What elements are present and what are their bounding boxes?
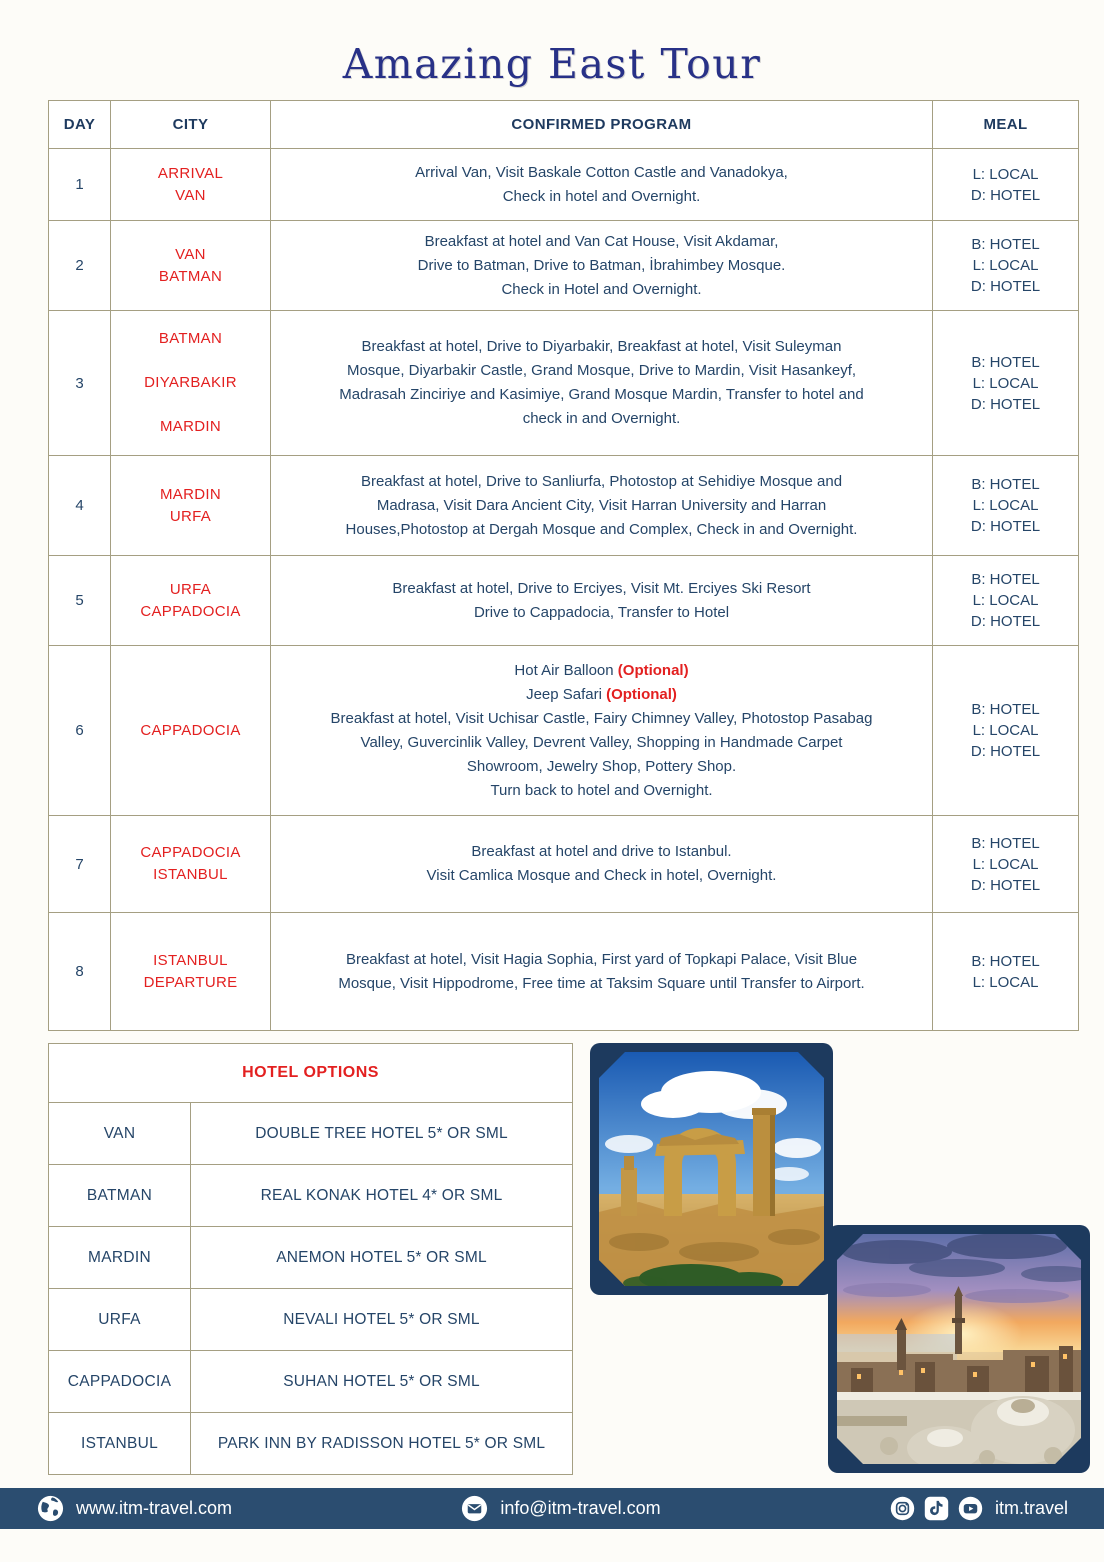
program-segment: Breakfast at hotel and drive to Istanbul. — [471, 843, 732, 860]
city-line: CAPPADOCIA — [140, 602, 241, 620]
program-line — [281, 972, 922, 996]
meal-line: D: HOTEL — [970, 186, 1041, 204]
program-line — [281, 731, 922, 755]
program-line — [281, 948, 922, 972]
hotel-option-row — [49, 1413, 573, 1475]
program-segment: Drive to Batman, Drive to Batman, İbrahimbey Mosque. — [417, 256, 786, 274]
footer-website-text: www.itm-travel.com — [76, 1498, 233, 1518]
program-line — [281, 383, 922, 407]
hotel-city: URFA — [49, 1289, 191, 1351]
day-number: 1 — [49, 149, 111, 221]
program-line — [281, 518, 922, 542]
program-segment: Mosque, Diyarbakir Castle, Grand Mosque, Drive to Mardin, Visit Hasankeyf, — [346, 362, 857, 379]
city-name — [111, 556, 271, 646]
city-line: VAN — [175, 186, 206, 204]
meal-line: D: HOTEL — [970, 518, 1041, 535]
meal-line: B: HOTEL — [971, 834, 1040, 852]
youtube-icon — [957, 1495, 984, 1522]
city-line — [121, 394, 260, 416]
program-line — [281, 161, 922, 185]
hotel-option-row — [49, 1103, 573, 1165]
meal-info — [933, 646, 1079, 816]
meal-line: D: HOTEL — [970, 278, 1041, 295]
hotel-options-body — [49, 1103, 573, 1475]
city-name — [111, 913, 271, 1031]
program-line — [281, 494, 922, 518]
program-segment: Check in hotel and Overnight. — [502, 187, 701, 205]
program-line — [281, 278, 922, 302]
day-number: 4 — [49, 456, 111, 556]
program-text — [271, 221, 933, 311]
city-name — [111, 646, 271, 816]
hotel-name: SUHAN HOTEL 5* OR SML — [191, 1351, 573, 1413]
meal-line: L: LOCAL — [972, 257, 1039, 274]
itinerary-row — [49, 816, 1079, 913]
program-line — [281, 470, 922, 494]
day-number: 5 — [49, 556, 111, 646]
program-segment: Houses,Photostop at Dergah Mosque and Complex, Check in and Overnight. — [345, 520, 858, 538]
city-line: DEPARTURE — [143, 973, 238, 991]
hotel-options-header-row — [49, 1044, 573, 1103]
program-line — [281, 230, 922, 254]
hotel-name: NEVALI HOTEL 5* OR SML — [191, 1289, 573, 1351]
program-line — [281, 601, 922, 625]
hotel-city: VAN — [49, 1103, 191, 1165]
city-line: CAPPADOCIA — [140, 844, 241, 861]
meal-line: L: LOCAL — [972, 592, 1039, 609]
meal-line: L: LOCAL — [972, 497, 1039, 514]
hotel-city: ISTANBUL — [49, 1413, 191, 1475]
meal-line: L: LOCAL — [972, 165, 1039, 183]
hotel-option-row — [49, 1289, 573, 1351]
hotel-city: BATMAN — [49, 1165, 191, 1227]
day-number: 3 — [49, 311, 111, 456]
itinerary-row — [49, 311, 1079, 456]
program-segment: Mosque, Visit Hippodrome, Free time at Taksim Square until Transfer to Airport. — [338, 974, 865, 992]
meal-info — [933, 149, 1079, 221]
program-segment: Breakfast at hotel and Van Cat House, Visit Akdamar, — [424, 232, 779, 250]
program-segment: Showroom, Jewelry Shop, Pottery Shop. — [466, 757, 737, 775]
hotel-option-row — [49, 1227, 573, 1289]
city-line: ISTANBUL — [153, 866, 228, 883]
footer-social[interactable] — [889, 1495, 1068, 1522]
city-name — [111, 149, 271, 221]
meal-line: B: HOTEL — [971, 476, 1040, 493]
day-number: 8 — [49, 913, 111, 1031]
col-header-city: CITY — [111, 101, 271, 149]
program-line — [281, 359, 922, 383]
footer-social-text: itm.travel — [994, 1498, 1068, 1518]
footer — [0, 1488, 1104, 1529]
meal-line: B: HOTEL — [971, 236, 1040, 253]
program-segment: Visit Camlica Mosque and Check in hotel, Overnight. — [426, 867, 777, 884]
itinerary-row — [49, 149, 1079, 221]
city-name — [111, 311, 271, 456]
meal-info — [933, 456, 1079, 556]
program-line — [281, 683, 922, 707]
program-line — [281, 864, 922, 888]
city-line: VAN — [175, 245, 206, 263]
program-line — [281, 335, 922, 359]
instagram-icon — [889, 1495, 916, 1522]
program-segment: Breakfast at hotel, Drive to Sanliurfa, Photostop at Sehidiye Mosque and — [360, 472, 843, 490]
city-name — [111, 456, 271, 556]
hotel-name: PARK INN BY RADISSON HOTEL 5* OR SML — [191, 1413, 573, 1475]
meal-line: B: HOTEL — [971, 952, 1040, 970]
meal-line: D: HOTEL — [970, 395, 1041, 413]
col-header-program: CONFIRMED PROGRAM — [271, 101, 933, 149]
footer-social-icons — [889, 1495, 984, 1522]
program-segment: check in and Overnight. — [522, 410, 681, 427]
city-line: ARRIVAL — [157, 164, 224, 182]
hotel-option-row — [49, 1351, 573, 1413]
program-segment: Valley, Guvercinlik Valley, Devrent Valley, Shopping in Handmade Carpet — [360, 733, 843, 751]
meal-info — [933, 556, 1079, 646]
meal-info — [933, 221, 1079, 311]
program-line — [281, 407, 922, 431]
program-line — [281, 577, 922, 601]
program-line — [281, 185, 922, 209]
tiktok-icon — [923, 1495, 950, 1522]
program-line — [281, 707, 922, 731]
program-segment: Arrival Van, Visit Baskale Cotton Castle and Vanadokya, — [415, 163, 788, 181]
day-number: 7 — [49, 816, 111, 913]
meal-line: B: HOTEL — [971, 701, 1040, 718]
program-text — [271, 149, 933, 221]
harran-ruins-photo — [590, 1043, 833, 1295]
hotel-name: DOUBLE TREE HOTEL 5* OR SML — [191, 1103, 573, 1165]
program-text — [271, 311, 933, 456]
program-segment: Madrasa, Visit Dara Ancient City, Visit Harran University and Harran — [376, 496, 827, 514]
hotel-city: CAPPADOCIA — [49, 1351, 191, 1413]
program-line — [281, 779, 922, 803]
itinerary-row — [49, 221, 1079, 311]
meal-line: D: HOTEL — [970, 613, 1041, 630]
program-segment: Drive to Cappadocia, Transfer to Hotel — [473, 603, 730, 621]
program-line — [281, 840, 922, 864]
hotel-name: ANEMON HOTEL 5* OR SML — [191, 1227, 573, 1289]
mardin-old-town-image — [837, 1234, 1081, 1464]
city-line: BATMAN — [158, 267, 223, 285]
meal-line: L: LOCAL — [972, 374, 1039, 392]
program-text — [271, 556, 933, 646]
program-text — [271, 456, 933, 556]
program-line — [281, 755, 922, 779]
city-line: MARDIN — [160, 485, 221, 503]
hotel-name: REAL KONAK HOTEL 4* OR SML — [191, 1165, 573, 1227]
footer-website-link[interactable] — [36, 1494, 232, 1523]
itinerary-row — [49, 646, 1079, 816]
city-name — [111, 816, 271, 913]
city-name — [111, 221, 271, 311]
city-line: BATMAN — [158, 330, 223, 347]
program-segment: Breakfast at hotel, Drive to Erciyes, Visit Mt. Erciyes Ski Resort — [392, 579, 811, 597]
hotel-city: MARDIN — [49, 1227, 191, 1289]
page-title: Amazing East Tour — [342, 40, 762, 88]
meal-info — [933, 816, 1079, 913]
program-line — [281, 254, 922, 278]
program-text — [271, 816, 933, 913]
city-line: CAPPADOCIA — [140, 721, 241, 739]
meal-info — [933, 913, 1079, 1031]
envelope-icon — [460, 1494, 489, 1523]
meal-info — [933, 311, 1079, 456]
program-text — [271, 913, 933, 1031]
program-segment: Jeep Safari — [526, 685, 607, 703]
itinerary-table — [48, 100, 1079, 1031]
day-number: 2 — [49, 221, 111, 311]
harran-ruins-image — [599, 1052, 824, 1286]
itinerary-header-row — [49, 101, 1079, 149]
day-number: 6 — [49, 646, 111, 816]
optional-tag: (Optional) — [617, 661, 689, 679]
meal-line: L: LOCAL — [972, 722, 1039, 739]
hotel-options-title: HOTEL OPTIONS — [49, 1044, 573, 1103]
meal-line: D: HOTEL — [970, 876, 1041, 894]
city-line: URFA — [169, 580, 212, 598]
col-header-day: DAY — [49, 101, 111, 149]
mardin-old-town-winter-photo — [828, 1225, 1090, 1473]
program-text — [271, 646, 933, 816]
program-segment: Check in Hotel and Overnight. — [501, 280, 702, 298]
itinerary-row — [49, 556, 1079, 646]
city-line — [121, 350, 260, 372]
program-segment: Breakfast at hotel, Visit Hagia Sophia, First yard of Topkapi Palace, Visit Blue — [345, 950, 858, 968]
program-segment: Breakfast at hotel, Drive to Diyarbakir, Breakfast at hotel, Visit Suleyman — [361, 338, 842, 355]
program-segment: Turn back to hotel and Overnight. — [490, 781, 713, 799]
city-line: MARDIN — [160, 418, 221, 435]
meal-line: D: HOTEL — [970, 743, 1041, 760]
itinerary-body — [49, 149, 1079, 1031]
city-line: URFA — [169, 507, 212, 525]
meal-line: L: LOCAL — [972, 855, 1039, 873]
program-line — [281, 659, 922, 683]
hotel-options-table — [48, 1043, 573, 1475]
itinerary-row — [49, 913, 1079, 1031]
city-line: ISTANBUL — [153, 951, 228, 969]
footer-email-link[interactable] — [460, 1494, 660, 1523]
footer-email-text: info@itm-travel.com — [500, 1498, 661, 1518]
hotel-option-row — [49, 1165, 573, 1227]
meal-line: B: HOTEL — [971, 353, 1040, 371]
city-line: DIYARBAKIR — [144, 374, 237, 391]
optional-tag: (Optional) — [606, 685, 677, 703]
program-segment: Madrasah Zinciriye and Kasimiye, Grand Mosque Mardin, Transfer to hotel and — [339, 386, 864, 403]
program-segment: Breakfast at hotel, Visit Uchisar Castle, Fairy Chimney Valley, Photostop Pasabag — [330, 709, 873, 727]
meal-line: L: LOCAL — [972, 973, 1039, 991]
globe-icon — [36, 1494, 65, 1523]
program-segment: Hot Air Balloon — [514, 661, 618, 679]
col-header-meal: MEAL — [933, 101, 1079, 149]
itinerary-row — [49, 456, 1079, 556]
meal-line: B: HOTEL — [971, 571, 1040, 588]
